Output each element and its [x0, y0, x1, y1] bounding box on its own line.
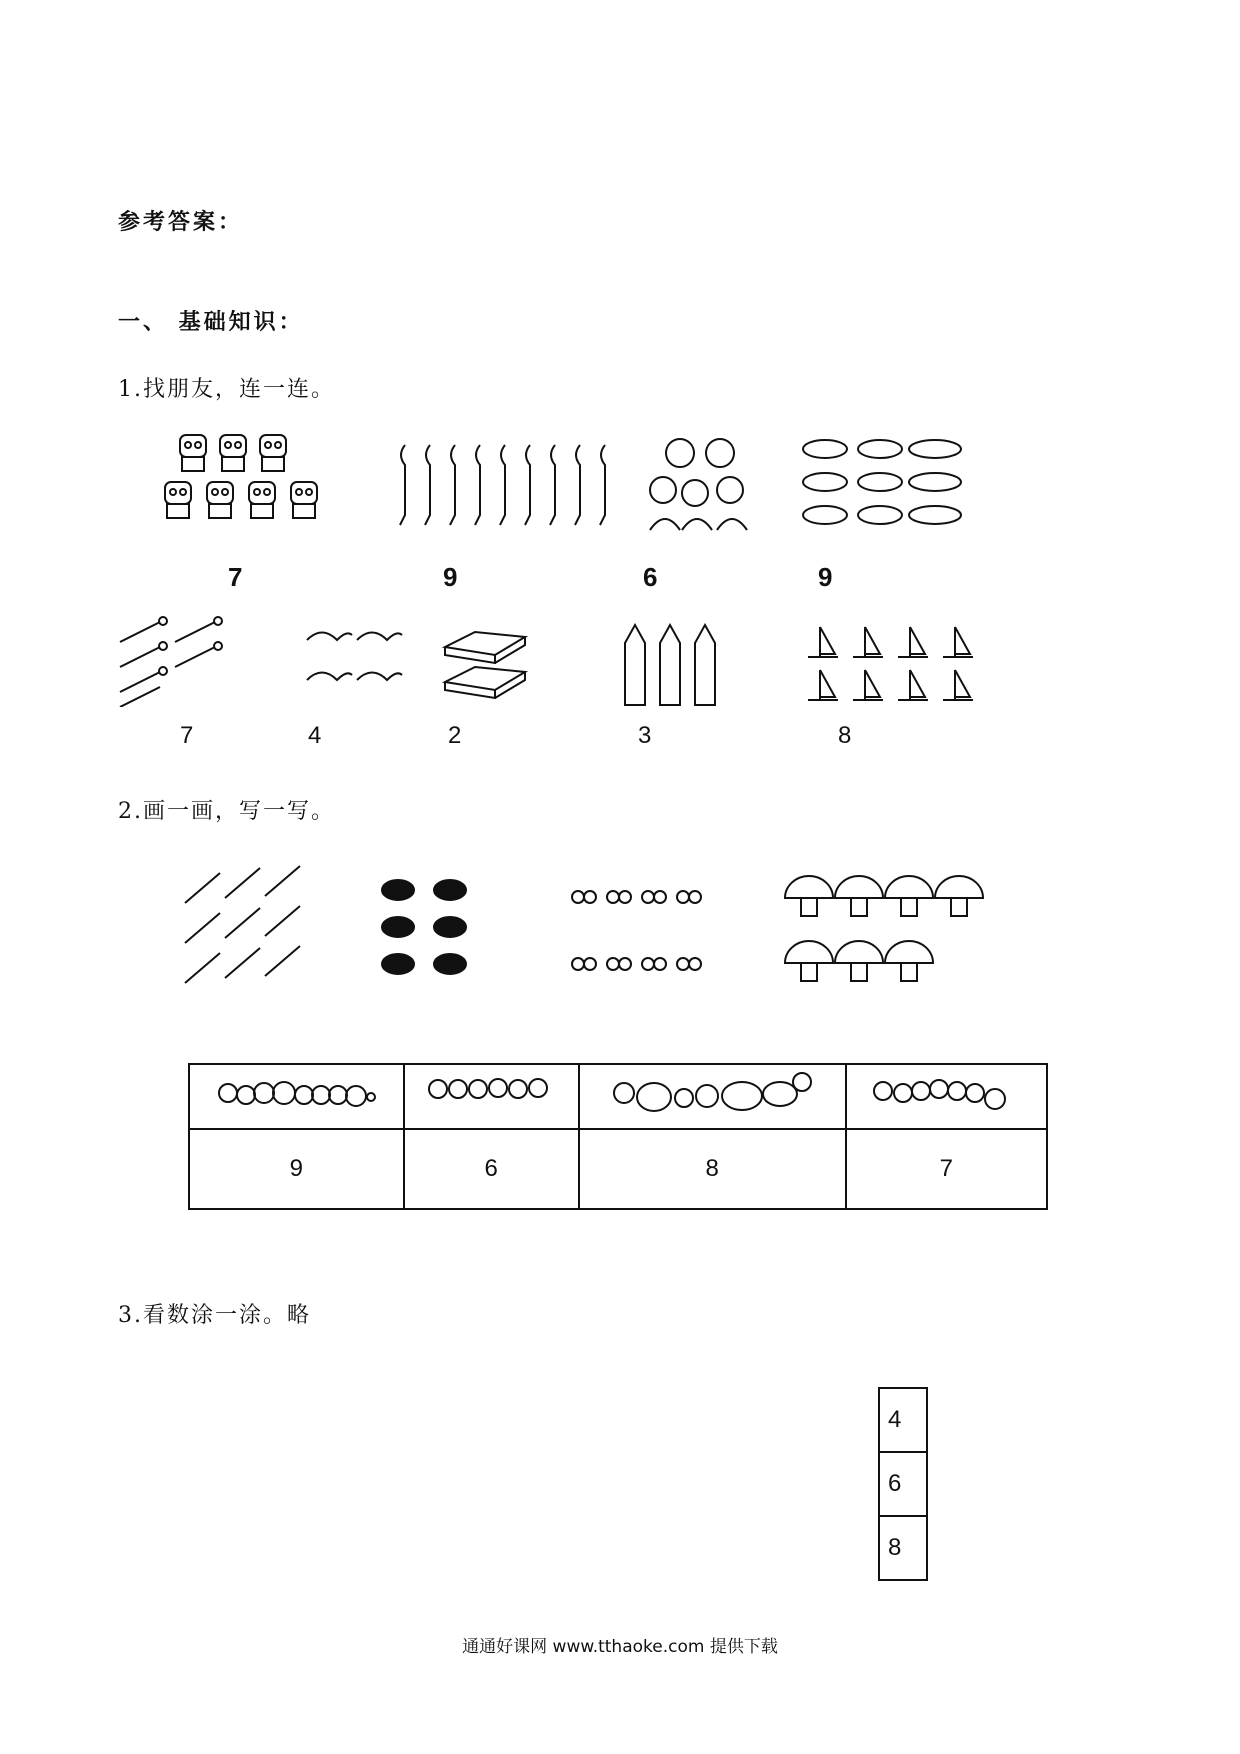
- row1-answer-3: 6: [643, 562, 658, 592]
- pencils-picture: [615, 623, 725, 708]
- carrots-picture: [115, 612, 235, 707]
- butterflies-picture: [568, 882, 713, 987]
- column-value-1: 4: [879, 1388, 927, 1452]
- table-value-1: 9: [189, 1129, 404, 1209]
- row2-answer-5: 8: [838, 722, 852, 749]
- plates-picture: [800, 437, 970, 537]
- fish-picture: [180, 858, 320, 988]
- sailboats-picture: [800, 622, 980, 707]
- footer-text: 通通好课网 www.tthaoke.com 提供下载: [462, 1637, 778, 1657]
- table-value-3: 8: [579, 1129, 846, 1209]
- birds-picture: [302, 620, 407, 700]
- circles-cell-2: [404, 1064, 579, 1129]
- table-value-4: 7: [846, 1129, 1047, 1209]
- question-3-label: 3.看数涂一涂。略: [118, 1303, 311, 1328]
- answer-title: 参考答案：: [118, 209, 244, 235]
- row2-answer-3: 2: [448, 722, 462, 749]
- circles-cell-1: [189, 1064, 404, 1129]
- column-value-2: 6: [879, 1452, 927, 1516]
- row1-answer-2: 9: [443, 562, 458, 592]
- number-column: [878, 1387, 928, 1581]
- books-picture: [440, 627, 530, 707]
- circles-cell-4: [846, 1064, 1047, 1129]
- section-title: 一、 基础知识：: [118, 309, 304, 335]
- row2-answer-4: 3: [638, 722, 652, 749]
- people-picture: [645, 435, 765, 535]
- circles-drawing-3: [612, 1068, 812, 1118]
- row1-answer-1: 7: [228, 562, 243, 592]
- mushrooms-picture: [783, 868, 993, 993]
- column-value-3: 8: [879, 1516, 927, 1580]
- row2-answer-2: 4: [308, 722, 322, 749]
- circles-drawing-4: [871, 1071, 1021, 1116]
- row1-answer-4: 9: [818, 562, 833, 592]
- draw-write-table: [188, 1063, 1048, 1210]
- cats-picture: [155, 430, 335, 530]
- circles-drawing-1: [216, 1073, 376, 1113]
- question-2-label: 2.画一画，写一写。: [118, 799, 335, 824]
- circles-cell-3: [579, 1064, 846, 1129]
- table-value-2: 6: [404, 1129, 579, 1209]
- question-1-label: 1.找朋友，连一连。: [118, 377, 335, 402]
- shrimp-picture: [395, 440, 615, 535]
- row2-answer-1: 7: [180, 722, 194, 749]
- bees-picture: [378, 872, 478, 982]
- circles-drawing-2: [426, 1073, 556, 1113]
